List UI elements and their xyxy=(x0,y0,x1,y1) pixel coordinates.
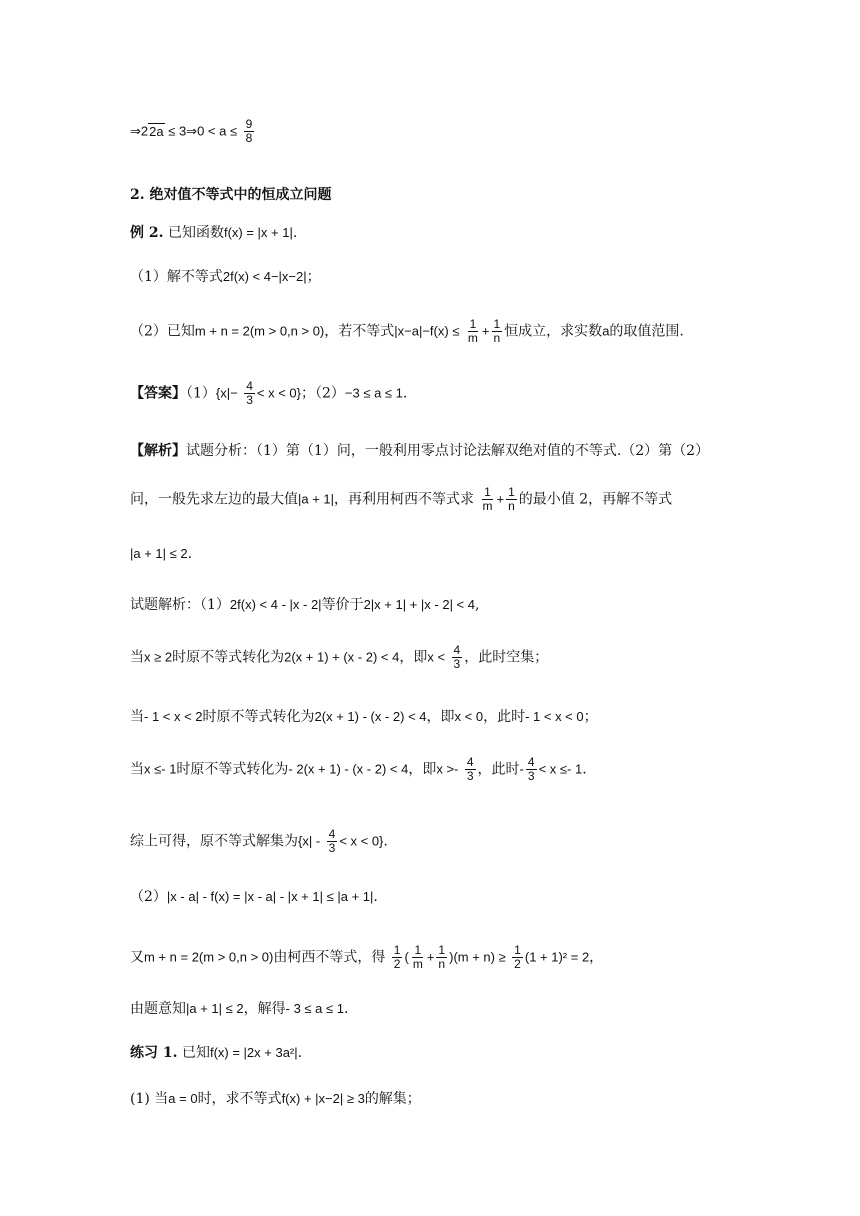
text-run: {x| - xyxy=(298,833,321,849)
case-3 xyxy=(130,756,587,783)
text-run: a = 0 xyxy=(168,1091,198,1106)
text-run: |a + 1| xyxy=(298,491,335,507)
denominator: 3 xyxy=(246,393,253,407)
fraction xyxy=(452,644,463,671)
denominator: n xyxy=(508,499,515,513)
solution-1 xyxy=(130,594,479,614)
denominator: 2 xyxy=(514,957,521,971)
text-run: 恒成立，求实数 xyxy=(504,323,603,340)
text-run: . xyxy=(343,1001,349,1017)
section-heading: 2. 绝对值不等式中的恒成立问题 xyxy=(130,187,332,203)
numerator: 4 xyxy=(328,827,336,841)
denominator: m xyxy=(412,957,423,971)
fraction xyxy=(392,944,403,971)
text-run: - xyxy=(519,761,524,777)
numerator: 4 xyxy=(453,643,461,657)
text-run: x < xyxy=(427,649,446,665)
text-run: ；（2） xyxy=(300,385,345,402)
analysis-inequality xyxy=(130,546,192,562)
text-run: ( xyxy=(404,949,409,965)
numerator: 1 xyxy=(414,943,422,957)
text-run: . xyxy=(383,833,388,850)
numerator: 1 xyxy=(438,943,446,957)
part-2 xyxy=(130,886,378,906)
numerator: 1 xyxy=(393,943,401,957)
cauchy-step xyxy=(130,944,603,971)
text-run: 的最小值 2，再解不等式 xyxy=(518,491,673,508)
fraction xyxy=(244,118,255,145)
case-2 xyxy=(130,706,598,726)
text-run: 综上可得，原不等式解集为 xyxy=(130,833,298,850)
text-run: - 2(x + 1) - (x - 2) < 4 xyxy=(288,761,409,777)
text-run: < x ≤- 1 xyxy=(538,761,583,777)
text-run: 2(x + 1) + (x - 2) < 4 xyxy=(284,649,400,665)
text-run: . xyxy=(297,1045,303,1061)
text-run: )(m + n) ≥ xyxy=(449,949,506,965)
text-run: |a + 1| ≤ 2 xyxy=(186,1001,244,1016)
text-run: |x - a| - f(x) = |x - a| - |x + 1| ≤ |a + 1| xyxy=(166,889,374,904)
fraction xyxy=(465,756,476,783)
text-run: (1 + 1)² = 2 xyxy=(524,949,590,965)
numerator: 1 xyxy=(514,943,521,957)
text-run: 问，一般先求左边的最大值 xyxy=(130,491,298,508)
text-run: 当 xyxy=(130,761,144,778)
numerator: 1 xyxy=(508,485,515,499)
fraction xyxy=(436,944,447,971)
text-run: |x−a|−f(x) ≤ xyxy=(394,323,460,339)
text-run: ，再利用柯西不等式求 xyxy=(334,491,475,508)
text-run: + xyxy=(426,949,435,965)
text-run: . xyxy=(402,385,408,402)
text-run: f(x) = |x + 1| xyxy=(223,225,293,240)
text-run: ，若不等式 xyxy=(324,323,395,340)
fraction xyxy=(327,828,338,855)
fraction xyxy=(411,944,425,971)
text-run: 已知 xyxy=(177,1045,210,1061)
text-run: ，即 xyxy=(426,709,455,725)
text-run: 由柯西不等式，得 xyxy=(273,949,386,966)
text-run: （2）已知 xyxy=(130,323,195,340)
text-run: 2|x + 1| + |x - 2| < 4 xyxy=(363,597,475,612)
question-1 xyxy=(130,266,321,286)
text-run: （1） xyxy=(186,385,216,402)
text-run: - 3 ≤ a ≤ 1 xyxy=(285,1001,344,1016)
fraction xyxy=(466,318,480,345)
text-run: ，此时空集； xyxy=(464,649,549,666)
text-run: m + n = 2(m > 0,n > 0) xyxy=(194,323,325,339)
text-run: f(x) + |x−2| ≥ 3 xyxy=(281,1091,365,1106)
analysis xyxy=(130,440,709,460)
denominator: 3 xyxy=(466,769,474,783)
numerator: 4 xyxy=(527,755,535,769)
text-run: + xyxy=(481,323,490,339)
text-run: 时原不等式转化为 xyxy=(176,761,289,778)
text-run: 时原不等式转化为 xyxy=(202,709,315,725)
numerator: 9 xyxy=(245,117,253,131)
fraction xyxy=(506,486,517,513)
text-run: + xyxy=(496,491,505,507)
text-run: < x < 0} xyxy=(339,833,384,849)
text-run: x >- xyxy=(436,761,459,777)
denominator: 8 xyxy=(245,131,253,145)
numerator: 1 xyxy=(484,485,491,499)
text-run: m + n = 2(m > 0,n > 0) xyxy=(144,949,274,965)
text-run: f(x) = |2x + 3a²| xyxy=(209,1045,298,1060)
text-run: . xyxy=(373,889,378,905)
denominator: 3 xyxy=(453,657,461,671)
text-run: < x < 0} xyxy=(256,385,301,401)
text-run: 2a xyxy=(149,123,164,139)
text-run: ； xyxy=(306,269,321,285)
text-run: (1) 当 xyxy=(130,1091,169,1107)
question-2 xyxy=(130,318,684,345)
text-run: ，此时 xyxy=(477,761,520,778)
text-run: {x|− xyxy=(215,385,238,401)
text-run: 时，求不等式 xyxy=(197,1091,282,1107)
text-run: 的取值范围. xyxy=(609,323,684,340)
text-run: 试题解析：（1） xyxy=(130,597,230,613)
text-run: |a + 1| ≤ 2 xyxy=(130,546,188,561)
denominator: 3 xyxy=(527,769,535,783)
text-run: 当 xyxy=(130,709,144,725)
text-run: , xyxy=(475,597,480,613)
text-run: x ≥ 2 xyxy=(144,649,173,665)
derivation-line xyxy=(130,118,256,145)
exercise-1-question-1 xyxy=(130,1088,421,1108)
text-run: . xyxy=(582,761,587,778)
example-2 xyxy=(130,222,297,242)
text-run: 的解集； xyxy=(364,1091,421,1107)
fraction xyxy=(492,318,503,345)
fraction xyxy=(480,486,494,513)
text-run: . xyxy=(292,225,298,241)
text-run: a xyxy=(602,323,610,339)
numerator: 4 xyxy=(466,755,474,769)
numerator: 1 xyxy=(493,317,501,331)
text-run: −3 ≤ a ≤ 1 xyxy=(344,385,403,401)
text-run: ， xyxy=(589,949,604,966)
text-run: 又 xyxy=(130,949,144,966)
case-1 xyxy=(130,644,548,671)
text-run: 例 2. xyxy=(130,225,164,241)
text-run: ，即 xyxy=(399,649,428,666)
text-run: （1）解不等式 xyxy=(130,269,223,285)
denominator: 2 xyxy=(393,957,401,971)
text-run: 练习 1. xyxy=(130,1045,178,1061)
denominator: 3 xyxy=(328,841,336,855)
denominator: m xyxy=(482,499,493,513)
fraction xyxy=(512,944,523,971)
text-run: 【解析】 xyxy=(130,443,186,459)
text-run: 当 xyxy=(130,649,144,666)
fraction xyxy=(244,380,255,407)
summary xyxy=(130,828,388,855)
text-run: ⇒2 xyxy=(130,123,149,139)
text-run: 2(x + 1) - (x - 2) < 4 xyxy=(314,709,427,724)
text-run: 等价于 xyxy=(321,597,364,613)
exercise-1 xyxy=(130,1042,302,1062)
text-run: - 1 < x < 0 xyxy=(525,709,584,724)
denominator: m xyxy=(467,331,478,345)
text-run: ； xyxy=(583,709,598,725)
text-run: 由题意知 xyxy=(130,1001,186,1017)
text-run: 【答案】 xyxy=(130,385,186,402)
conclusion xyxy=(130,998,348,1018)
fraction xyxy=(526,756,537,783)
text-run: 试题分析：（1）第（1）问，一般利用零点讨论法解双绝对值的不等式.（2）第（2） xyxy=(186,443,710,459)
text-run: 已知函数 xyxy=(163,225,224,241)
numerator: 1 xyxy=(469,317,477,331)
text-run: - 1 < x < 2 xyxy=(144,709,203,724)
text-run: （2） xyxy=(130,889,167,905)
analysis-continued xyxy=(130,486,672,513)
text-run: ，即 xyxy=(408,761,437,778)
text-run: x < 0 xyxy=(454,709,484,724)
text-run: ，解得 xyxy=(243,1001,286,1017)
text-run: . xyxy=(187,546,193,562)
text-run: 时原不等式转化为 xyxy=(172,649,285,666)
answer xyxy=(130,380,407,407)
denominator: n xyxy=(438,957,446,971)
text-run: 2f(x) < 4 - |x - 2| xyxy=(229,597,322,612)
text-run: 2f(x) < 4−|x−2| xyxy=(222,269,307,284)
denominator: n xyxy=(493,331,501,345)
numerator: 4 xyxy=(246,379,253,393)
text-run: ≤ 3⇒0 < a ≤ xyxy=(164,123,238,139)
text-run: ，此时 xyxy=(483,709,526,725)
text-run: x ≤- 1 xyxy=(144,761,177,777)
